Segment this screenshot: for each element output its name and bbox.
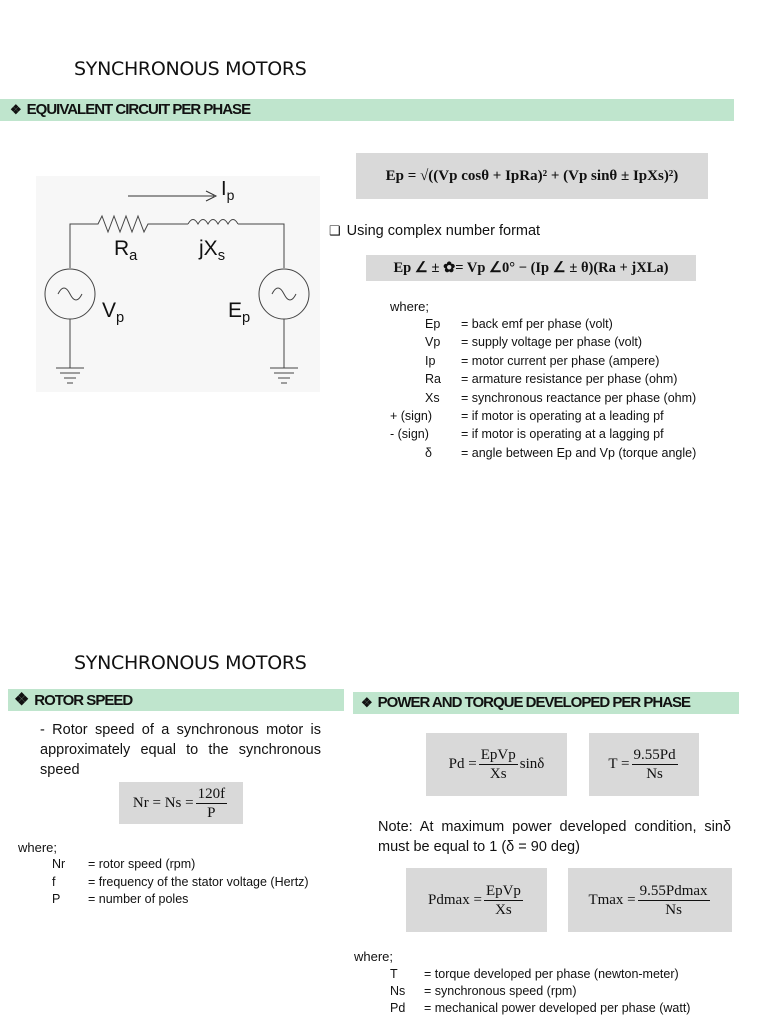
max-torque-formula: Tmax = $\frac{9.55Pdmax}{Ns}$ [568, 868, 732, 932]
definition-text: = mechanical power developed per phase (watt) [424, 1001, 691, 1015]
definition-text: = synchronous speed (rpm) [424, 984, 577, 998]
diamond-bullet-icon: ❖ [10, 102, 21, 117]
definition-text: = synchronous reactance per phase (ohm) [461, 390, 697, 405]
resistor-label: $R_a$ [114, 237, 138, 265]
rotor-speed-formula: Nr = Ns = $\frac{120f}{P}$ [119, 782, 243, 824]
voltage-label: $V_p$ [102, 299, 125, 327]
definition-symbol: P [52, 892, 61, 906]
max-power-formula: Pdmax = $\frac{\text{EpVp}}{Xs}$ [406, 868, 547, 932]
definition-text: = frequency of the stator voltage (Hertz) [88, 874, 309, 889]
definition-text: = angle between Ep and Vp (torque angle) [461, 445, 697, 460]
definition-text: = if motor is operating at a lagging pf [461, 427, 664, 442]
power-torque-heading: POWER AND TORQUE DEVELOPED PER PHASE [377, 694, 691, 711]
definition-symbol: Vp [425, 335, 441, 350]
top-where-label: where; [390, 299, 430, 314]
diamond-bullet-icon: ❖ [14, 690, 29, 709]
current-label: $I_p$ [221, 178, 235, 203]
back-emf-formula: Ep = √((Vp cosθ + IpRa)² + (Vp sinθ ± IpXs)²) [356, 153, 708, 199]
definition-symbol: Ep [425, 317, 441, 331]
definition-symbol: Ns [390, 984, 406, 998]
complex-format-bullet: ❑ Using complex number format [329, 223, 541, 239]
rotor-speed-heading: ROTOR SPEED [34, 692, 133, 709]
definition-text: = number of poles [88, 892, 189, 906]
definition-symbol: f [52, 874, 56, 889]
left-where-label: where; [18, 840, 58, 855]
power-formula: Pd = $\frac{\text{EpVp}}{Xs}$ sinδ [426, 733, 567, 796]
checkbox-bullet-icon: ❑ [329, 223, 341, 238]
definition-symbol: - (sign) [390, 427, 429, 442]
definition-symbol: Ip [425, 353, 436, 368]
definition-symbol: Pd [390, 1001, 406, 1015]
definition-symbol: Xs [425, 390, 440, 405]
definition-symbol: T [390, 967, 398, 981]
definition-symbol: + (sign) [390, 409, 433, 423]
definition-symbol: Ra [425, 372, 441, 387]
complex-formula: Ep ∠ ± ✿= Vp ∠0° − (Ip ∠ ± θ)(Ra + jXLa) [366, 255, 696, 281]
definition-text: = back emf per phase (volt) [461, 317, 613, 331]
definition-text: = rotor speed (rpm) [88, 857, 196, 871]
right-where-label: where; [354, 949, 394, 964]
definition-text: = armature resistance per phase (ohm) [461, 372, 678, 387]
equivalent-circuit-diagram [36, 176, 320, 392]
rotor-speed-band [8, 689, 344, 711]
reactance-label: $jX_s$ [199, 237, 226, 265]
emf-label: $E_p$ [228, 299, 251, 327]
diamond-bullet-icon: ❖ [361, 695, 372, 710]
equivalent-circuit-heading: EQUIVALENT CIRCUIT PER PHASE [26, 101, 251, 118]
definition-symbol: δ [425, 445, 432, 460]
definition-text: = torque developed per phase (newton-meter) [424, 967, 679, 981]
definition-text: = if motor is operating at a leading pf [461, 409, 664, 423]
top-title: SYNCHRONOUS MOTORS [74, 58, 307, 80]
definition-text: = supply voltage per phase (volt) [461, 335, 643, 350]
rotor-speed-text: - Rotor speed of a synchronous motor is approximately equal to the synchronous speed [40, 722, 321, 778]
definition-text: = motor current per phase (ampere) [461, 353, 660, 368]
power-torque-band [353, 692, 739, 714]
equivalent-circuit-band [0, 99, 734, 121]
definition-symbol: Nr [52, 857, 66, 871]
torque-formula: T = $\frac{9.55Pd}{Ns}$ [589, 733, 699, 796]
max-power-note: Note: At maximum power developed condition, sinδ must be equal to 1 (δ = 90 deg) [378, 819, 731, 855]
bottom-title: SYNCHRONOUS MOTORS [74, 652, 307, 674]
